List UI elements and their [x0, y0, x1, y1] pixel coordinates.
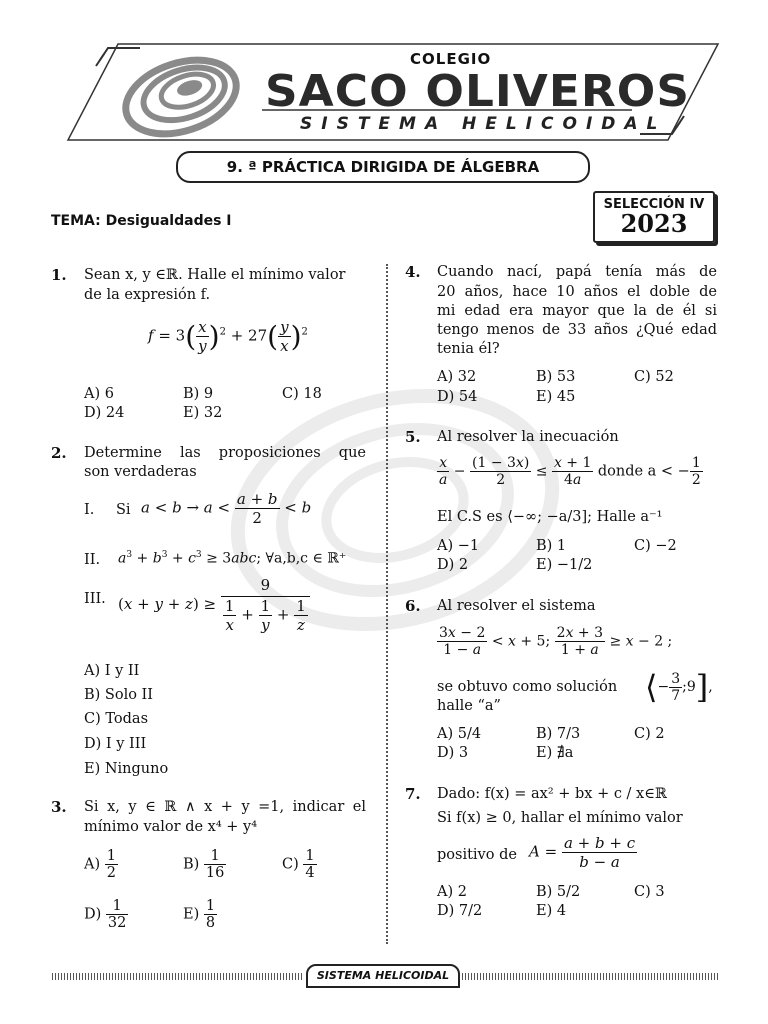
- question-3-text-line2: mínimo valor de x⁴ + y⁴: [84, 819, 258, 835]
- question-1-option-d[interactable]: D) 24: [84, 405, 125, 421]
- question-5-option-e[interactable]: E) −1/2: [536, 557, 593, 573]
- school-brand: SACO OLIVEROS: [265, 66, 691, 117]
- question-2-prop-ii-tail: ; ∀a,b,c ∈ ℝ⁺: [256, 550, 347, 567]
- question-3-option-c-num: 1: [305, 848, 315, 864]
- question-5-text: Al resolver la inecuación: [437, 429, 619, 445]
- question-1-text-line2: de la expresión f.: [84, 287, 211, 303]
- logo-swirl-icon: [116, 47, 245, 147]
- question-6-halle: halle “a”: [437, 698, 501, 714]
- school-label: COLEGIO: [410, 50, 492, 68]
- question-2-option-b[interactable]: B) Solo II: [84, 687, 154, 703]
- question-5-formula: $\frac{x}{a}$ − $\frac{(1 - 3x)}{2}$ ≤ $\frac{x + 1}{4a}$ donde a < − $\frac{1}{2}$: [439, 455, 701, 488]
- question-4-option-d[interactable]: D) 54: [437, 389, 478, 405]
- question-3-option-e-den: 8: [205, 915, 216, 931]
- question-1-number: 1.: [51, 266, 67, 284]
- question-2-prop-i-label: I.: [84, 502, 95, 518]
- question-7-option-b[interactable]: B) 5/2: [536, 884, 581, 900]
- question-7-text-line2: Si f(x) ≥ 0, hallar el mínimo valor: [437, 810, 683, 826]
- question-3-option-a-label: A): [84, 856, 101, 873]
- question-7-text-line1: Dado: f(x) = ax² + bx + c / x∈ℝ: [437, 786, 668, 802]
- selection-year: 2023: [620, 209, 688, 238]
- question-1-option-a[interactable]: A) 6: [84, 386, 114, 402]
- selection-label: SELECCIÓN IV: [603, 197, 705, 212]
- question-3-option-e[interactable]: [183, 898, 217, 931]
- question-2-prop-iii-label: III.: [84, 591, 106, 607]
- question-3-option-c-label: C): [282, 856, 299, 873]
- question-4-option-b[interactable]: B) 53: [536, 369, 576, 385]
- question-6-formula: $\frac{3x - 2}{1 - a}$ < x + 5; $\frac{2x + 3}{1 + a}$ ≥ x − 2 ;: [439, 625, 673, 658]
- question-2-prop-ii-formula: $a^3 + b^3 + c^3 \ge 3abc$; ∀a,b,c ∈ ℝ⁺: [118, 550, 347, 567]
- selection-box: [593, 191, 715, 243]
- question-7-option-c[interactable]: C) 3: [634, 884, 665, 900]
- question-7-option-e[interactable]: E) 4: [536, 903, 567, 919]
- question-4-line2: 20 años, hace 10 años el doble de: [437, 284, 717, 300]
- question-6-solution-interval: ⟨− $\frac{3}{7}$ ;9],: [645, 668, 713, 706]
- topic-title: TEMA: Desigualdades I: [51, 213, 232, 229]
- question-1-text-line1: Sean x, y ∈ℝ. Halle el mínimo valor: [84, 267, 346, 283]
- question-3-option-b[interactable]: [183, 848, 226, 881]
- question-2-prop-i-si: Si: [116, 502, 131, 518]
- question-2-prop-iii-formula: (x + y + z) ≥ 9 $\frac{1}{x}$ + $\frac{1}{y}$ + $\frac{1}{z}$: [118, 576, 310, 634]
- question-1-option-e[interactable]: E) 32: [183, 405, 223, 421]
- question-5-donde: donde a < −: [597, 463, 690, 480]
- question-3-option-c-den: 4: [305, 865, 315, 881]
- question-3-option-e-label: E): [183, 906, 200, 923]
- question-4-option-a[interactable]: A) 32: [437, 369, 477, 385]
- question-2-option-d[interactable]: D) I y III: [84, 736, 147, 752]
- question-1-option-b[interactable]: B) 9: [183, 386, 214, 402]
- question-5-number: 5.: [405, 428, 421, 446]
- question-6-option-c[interactable]: C) 2: [634, 726, 665, 742]
- question-3-option-e-num: 1: [205, 898, 216, 914]
- column-divider: [386, 264, 388, 944]
- question-3-option-d-label: D): [84, 906, 102, 923]
- question-6-option-d[interactable]: D) 3: [437, 745, 469, 761]
- question-6-option-e[interactable]: E) ∄a: [536, 745, 574, 761]
- question-4-option-c[interactable]: C) 52: [634, 369, 674, 385]
- question-7-number: 7.: [405, 785, 421, 803]
- question-3-option-b-label: B): [183, 856, 200, 873]
- footer-rule-right: [462, 973, 718, 980]
- question-2-option-a[interactable]: A) I y II: [84, 663, 140, 679]
- question-4-option-e[interactable]: E) 45: [536, 389, 576, 405]
- system-subtitle: SISTEMA HELICOIDAL: [300, 114, 667, 134]
- footer-rule-left: [52, 973, 302, 980]
- question-6-text: Al resolver el sistema: [437, 598, 596, 614]
- question-2-number: 2.: [51, 444, 67, 462]
- question-7-option-d[interactable]: D) 7/2: [437, 903, 483, 919]
- question-3-option-a[interactable]: [84, 848, 118, 881]
- question-6-option-b[interactable]: B) 7/3: [536, 726, 581, 742]
- question-5-option-a[interactable]: A) −1: [437, 538, 480, 554]
- question-3-option-b-den: 16: [205, 865, 225, 881]
- question-5-cs: El C.S es ⟨−∞; −a/3]; Halle a⁻¹: [437, 509, 663, 525]
- question-5-option-d[interactable]: D) 2: [437, 557, 469, 573]
- question-7-formula: A = $\frac{a + b + c}{b - a}$: [529, 834, 636, 871]
- question-6-number: 6.: [405, 597, 421, 615]
- question-2-option-c[interactable]: C) Todas: [84, 711, 149, 727]
- question-3-option-a-num: 1: [106, 848, 116, 864]
- question-1-option-c[interactable]: C) 18: [282, 386, 322, 402]
- question-5-option-c[interactable]: C) −2: [634, 538, 677, 554]
- practice-title: 9. ª PRÁCTICA DIRIGIDA DE ÁLGEBRA: [176, 151, 590, 183]
- question-3-option-d-den: 32: [107, 915, 127, 931]
- question-2-text-line1: Determine las proposiciones que: [84, 445, 366, 461]
- question-3-option-a-den: 2: [106, 865, 116, 881]
- question-4-line4: tengo menos de 33 años ¿Qué edad: [437, 322, 717, 338]
- question-7-text-line3: positivo de: [437, 847, 517, 863]
- question-3-option-c[interactable]: [282, 848, 317, 881]
- question-4-line5: tenia él?: [437, 341, 500, 357]
- question-3-text-line1: Si x, y ∈ ℝ ∧ x + y =1, indicar el: [84, 799, 366, 815]
- question-2-prop-ii-label: II.: [84, 552, 101, 568]
- question-3-option-d-num: 1: [106, 898, 128, 915]
- question-2-option-e[interactable]: E) Ninguno: [84, 761, 169, 777]
- question-4-line3: mi edad era mayor que la de él si: [437, 303, 717, 319]
- question-3-option-b-num: 1: [204, 848, 226, 865]
- question-4-number: 4.: [405, 263, 421, 281]
- question-6-option-a[interactable]: A) 5/4: [437, 726, 482, 742]
- question-4-line1: Cuando nací, papá tenía más de: [437, 264, 717, 280]
- footer-label: SISTEMA HELICOIDAL: [306, 964, 460, 988]
- question-7-option-a[interactable]: A) 2: [437, 884, 467, 900]
- question-6-solution-text: se obtuvo como solución: [437, 679, 618, 695]
- question-3-option-d[interactable]: [84, 898, 128, 931]
- question-1-formula: f = 3( $\frac{x}{y}$ )$^2$ + 27( $\frac{y}{x}$ )$^2$: [148, 318, 308, 355]
- question-5-option-b[interactable]: B) 1: [536, 538, 567, 554]
- question-3-number: 3.: [51, 798, 67, 816]
- question-2-text-line2: son verdaderas: [84, 464, 197, 480]
- question-2-prop-i-formula: a < b → a < $\frac{a + b}{2}$ < b: [141, 490, 312, 527]
